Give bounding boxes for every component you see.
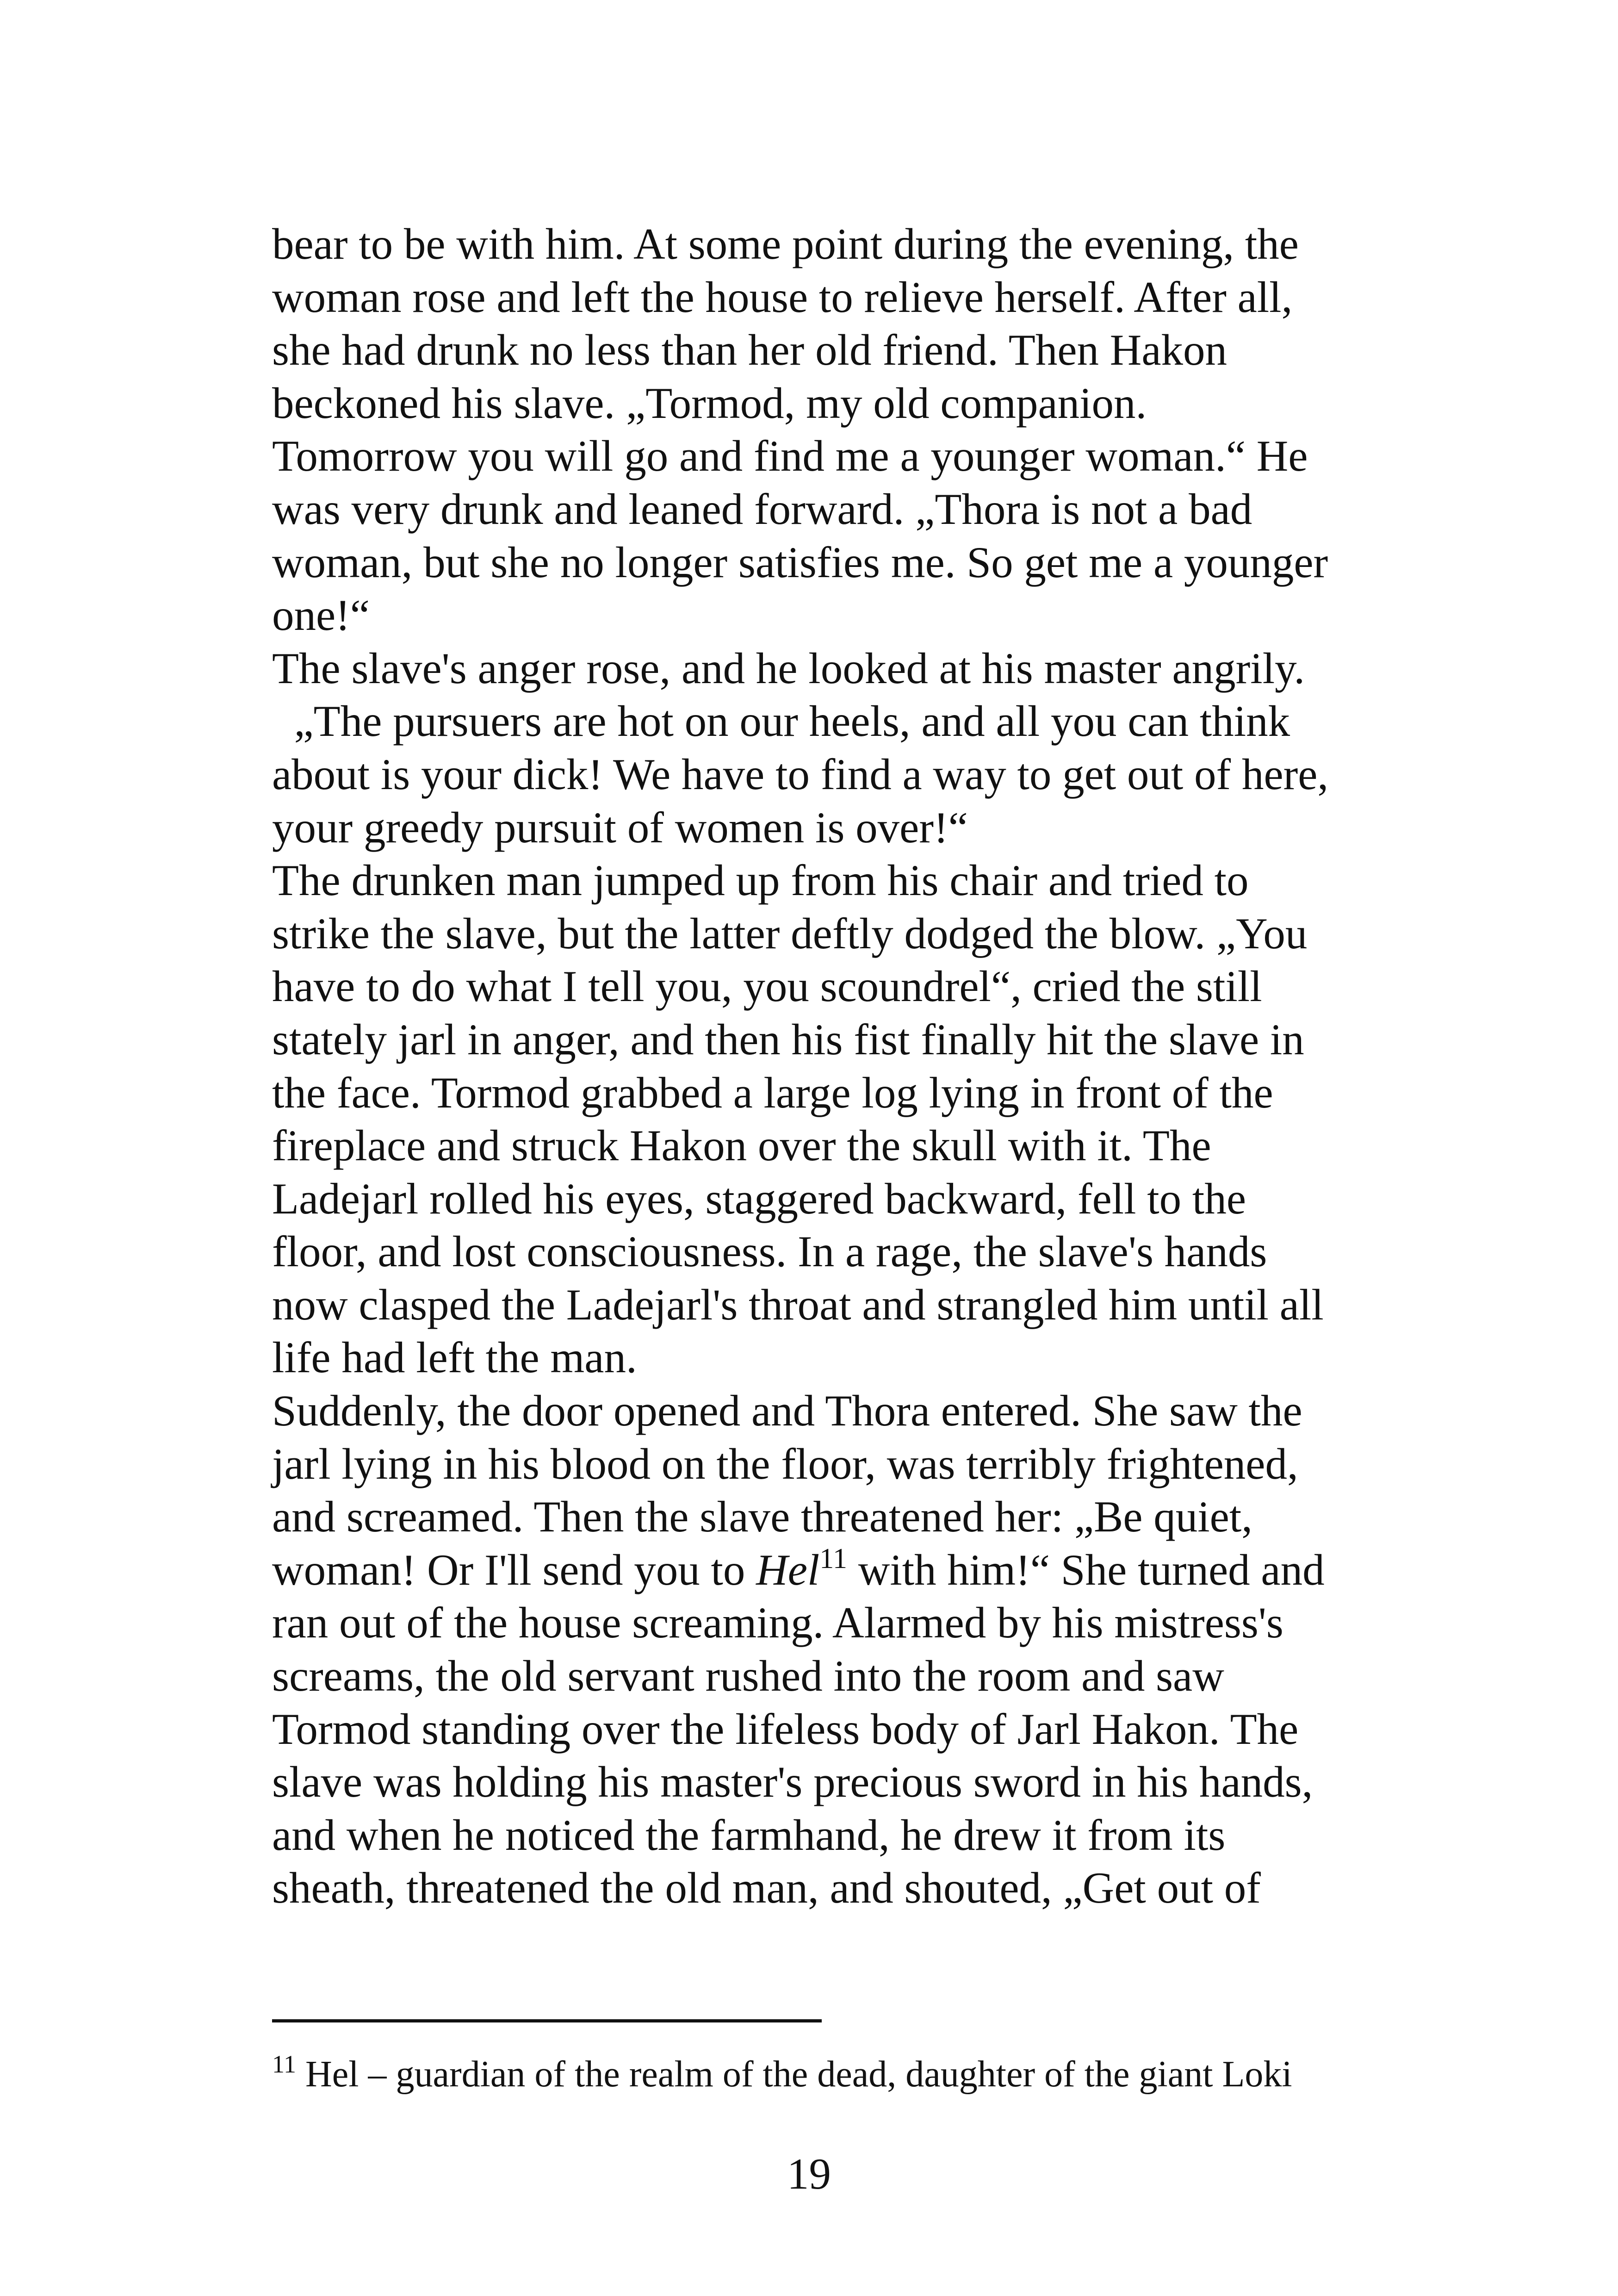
text-line: „The pursuers are hot on our heels, and all you can think bbox=[272, 697, 1290, 746]
text-line: floor, and lost consciousness. In a rage, the slave's hands bbox=[272, 1227, 1267, 1276]
text-line: ran out of the house screaming. Alarmed by his mistress's bbox=[272, 1598, 1283, 1648]
text-line: The slave's anger rose, and he looked at his master angrily. bbox=[272, 643, 1305, 693]
text-line: bear to be with him. At some point during the evening, the bbox=[272, 219, 1299, 268]
text-line: sheath, threatened the old man, and shouted, „Get out of bbox=[272, 1863, 1261, 1913]
text-line: about is your dick! We have to find a way to get out of here, bbox=[272, 749, 1329, 799]
text-line: your greedy pursuit of women is over!“ bbox=[272, 803, 968, 852]
footnote-number: 11 bbox=[272, 2050, 296, 2078]
text-line: and when he noticed the farmhand, he drew it from its bbox=[272, 1810, 1226, 1860]
text-line: Ladejarl rolled his eyes, staggered backward, fell to the bbox=[272, 1174, 1246, 1223]
body-text bbox=[272, 218, 1392, 1915]
text-line: the face. Tormod grabbed a large log lying in front of the bbox=[272, 1068, 1273, 1117]
italic-term-hel: Hel bbox=[756, 1545, 820, 1594]
text-line: have to do what I tell you, you scoundrel“, cried the still bbox=[272, 962, 1262, 1011]
text-line: woman rose and left the house to relieve herself. After all, bbox=[272, 272, 1293, 322]
text-line: now clasped the Ladejarl's throat and strangled him until all bbox=[272, 1280, 1324, 1329]
text-line: life had left the man. bbox=[272, 1333, 637, 1382]
text-line: beckoned his slave. „Tormod, my old companion. bbox=[272, 378, 1147, 428]
text-line: screams, the old servant rushed into the room and saw bbox=[272, 1651, 1224, 1701]
text-line: she had drunk no less than her old friend. Then Hakon bbox=[272, 325, 1227, 375]
text-line-with-footnote bbox=[272, 1543, 1392, 1597]
footnote-divider bbox=[272, 2019, 822, 2022]
footnote bbox=[272, 2051, 1292, 2097]
text-line: one!“ bbox=[272, 591, 370, 640]
text-line: woman, but she no longer satisfies me. So get me a younger bbox=[272, 537, 1328, 587]
text-segment: with him!“ She turned and bbox=[847, 1545, 1325, 1594]
text-line: jarl lying in his blood on the floor, was terribly frightened, bbox=[272, 1439, 1298, 1488]
text-segment: woman! Or I'll send you to bbox=[272, 1545, 756, 1594]
text-line: stately jarl in anger, and then his fist finally hit the slave in bbox=[272, 1014, 1304, 1064]
text-line: and screamed. Then the slave threatened her: „Be quiet, bbox=[272, 1492, 1252, 1542]
text-line: Suddenly, the door opened and Thora entered. She saw the bbox=[272, 1386, 1302, 1436]
text-line: slave was holding his master's precious sword in his hands, bbox=[272, 1757, 1313, 1807]
text-line: Tormod standing over the lifeless body of Jarl Hakon. The bbox=[272, 1704, 1299, 1754]
text-line: strike the slave, but the latter deftly dodged the blow. „You bbox=[272, 908, 1308, 958]
footnote-text: Hel – guardian of the realm of the dead, daughter of the giant Loki bbox=[296, 2054, 1292, 2095]
page-number: 19 bbox=[787, 2149, 831, 2198]
text-line: The drunken man jumped up from his chair and tried to bbox=[272, 856, 1249, 905]
text-line: fireplace and struck Hakon over the skull with it. The bbox=[272, 1121, 1211, 1170]
text-line: was very drunk and leaned forward. „Thora is not a bad bbox=[272, 484, 1252, 534]
text-line: Tomorrow you will go and find me a younger woman.“ He bbox=[272, 431, 1308, 481]
footnote-reference[interactable]: 11 bbox=[819, 1543, 847, 1574]
